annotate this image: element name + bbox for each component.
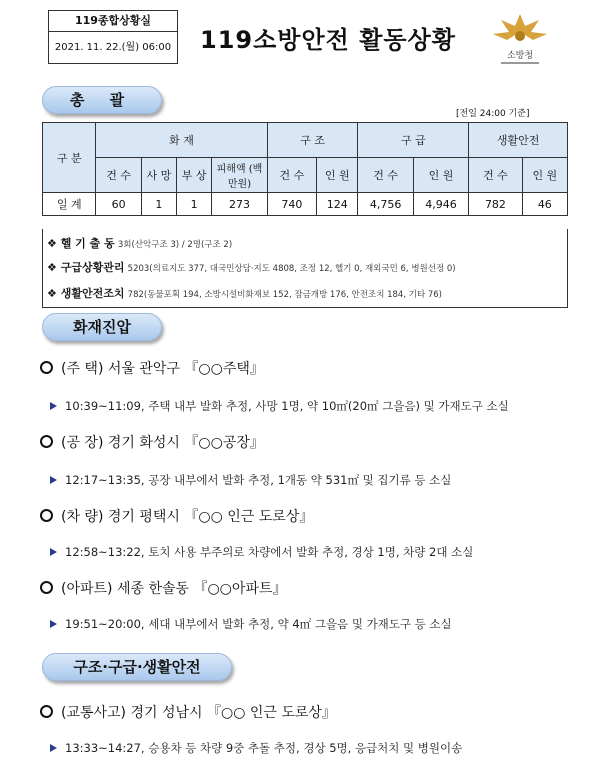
header-ems: 구 급 bbox=[358, 123, 469, 158]
header-ems-count: 건 수 bbox=[358, 158, 413, 193]
rescue-people: 124 bbox=[317, 193, 358, 216]
ems-people: 4,946 bbox=[413, 193, 468, 216]
safety-count: 782 bbox=[469, 193, 522, 216]
emblem-text: 소방청 bbox=[506, 51, 534, 61]
fire-count: 60 bbox=[96, 193, 141, 216]
org-label: 119종합상황실 bbox=[49, 11, 177, 32]
rescue-incident-desc: 13:33~14:27, 승용차 등 차량 9중 추돌 추정, 경상 5명, 응급처치 및 병원이송 bbox=[50, 740, 462, 756]
emblem bbox=[487, 10, 553, 70]
header-fire-death: 사 망 bbox=[141, 158, 176, 193]
fire-incident-desc: 10:39~11:09, 주택 내부 발화 추정, 사망 1명, 약 10㎡(20㎡ 그을음) 및 가재도구 소실 bbox=[50, 398, 509, 414]
row-label: 일 계 bbox=[43, 193, 96, 216]
header-fire-damage: 피해액 (백만원) bbox=[212, 158, 267, 193]
header-rescue: 구 조 bbox=[267, 123, 358, 158]
page-title: 119소방안전 활동상황 bbox=[200, 26, 456, 54]
fire-incident-desc: 12:17~13:35, 공장 내부에서 발화 추정, 1개동 약 531㎡ 및 집기류 등 소실 bbox=[50, 472, 451, 488]
header-rescue-people: 인 원 bbox=[317, 158, 358, 193]
header-box bbox=[48, 10, 178, 64]
ems-count: 4,756 bbox=[358, 193, 413, 216]
summary-notes bbox=[42, 229, 568, 308]
circle-bullet-icon bbox=[40, 361, 53, 374]
header-fire: 화 재 bbox=[96, 123, 267, 158]
rescue-section-title: 구조·구급·생활안전 bbox=[42, 653, 232, 681]
basis-label: [전일 24:00 기준] bbox=[456, 109, 530, 119]
fire-damage: 273 bbox=[212, 193, 267, 216]
header-safety-count: 건 수 bbox=[469, 158, 522, 193]
rescue-incident-title: (교통사고) 경기 성남시 『○○ 인근 도로상』 bbox=[40, 702, 336, 722]
fire-incident-title: (주 택) 서울 관악구 『○○주택』 bbox=[40, 358, 264, 378]
circle-bullet-icon bbox=[40, 435, 53, 448]
fire-agency-emblem-icon bbox=[487, 10, 553, 70]
safety-people: 46 bbox=[522, 193, 567, 216]
circle-bullet-icon bbox=[40, 581, 53, 594]
note-detail: 5203(의료지도 377, 대국민상담·지도 4808, 조정 12, 헬기 0, 재외국민 6, 병원선정 0) bbox=[127, 264, 456, 274]
header-fire-injury: 부 상 bbox=[177, 158, 212, 193]
header-safety: 생활안전 bbox=[469, 123, 568, 158]
note-detail: 782(동물포획 194, 소방시설비화재보 152, 잠금개방 176, 안전조치 184, 기타 76) bbox=[127, 290, 442, 300]
circle-bullet-icon bbox=[40, 509, 53, 522]
triangle-bullet-icon bbox=[50, 548, 57, 556]
header-rescue-count: 건 수 bbox=[267, 158, 316, 193]
note-helicopter: ❖ 헬 기 출 동 3회(산악구조 3) / 2명(구조 2) bbox=[47, 237, 233, 250]
fire-death: 1 bbox=[141, 193, 176, 216]
note-safety-actions: ❖ 생활안전조치 782(동물포획 194, 소방시설비화재보 152, 잠금개방 176, 안전조치 184, 기타 76) bbox=[47, 287, 442, 300]
fire-incident-title: (공 장) 경기 화성시 『○○공장』 bbox=[40, 432, 264, 452]
circle-bullet-icon bbox=[40, 705, 53, 718]
stats-table bbox=[42, 122, 568, 216]
note-label: 생활안전조치 bbox=[60, 287, 125, 300]
fire-injury: 1 bbox=[177, 193, 212, 216]
triangle-bullet-icon bbox=[50, 744, 57, 752]
fire-incident-desc: 19:51~20:00, 세대 내부에서 발화 추정, 약 4㎡ 그을음 및 가재도구 등 소실 bbox=[50, 616, 452, 632]
fire-section-title: 화재진압 bbox=[42, 313, 162, 341]
fire-incident-title: (아파트) 세종 한솔동 『○○아파트』 bbox=[40, 578, 286, 598]
note-detail: 3회(산악구조 3) / 2명(구조 2) bbox=[117, 240, 233, 250]
triangle-bullet-icon bbox=[50, 476, 57, 484]
fire-incident-desc: 12:58~13:22, 토치 사용 부주의로 차량에서 발화 추정, 경상 1명, 차량 2대 소실 bbox=[50, 544, 473, 560]
note-label: 구급상황관리 bbox=[60, 261, 125, 274]
summary-section-title: 총 괄 bbox=[42, 86, 162, 114]
rescue-count: 740 bbox=[267, 193, 316, 216]
triangle-bullet-icon bbox=[50, 620, 57, 628]
header-ems-people: 인 원 bbox=[413, 158, 468, 193]
header-category: 구 분 bbox=[43, 123, 96, 193]
triangle-bullet-icon bbox=[50, 402, 57, 410]
fire-incident-title: (차 량) 경기 평택시 『○○ 인근 도로상』 bbox=[40, 506, 313, 526]
report-date: 2021. 11. 22.(월) 06:00 bbox=[54, 42, 172, 53]
header-fire-count: 건 수 bbox=[96, 158, 141, 193]
note-ems-management: ❖ 구급상황관리 5203(의료지도 377, 대국민상담·지도 4808, 조정 12, 헬기 0, 재외국민 6, 병원선정 0) bbox=[47, 261, 456, 274]
note-label: 헬 기 출 동 bbox=[60, 237, 115, 250]
header-safety-people: 인 원 bbox=[522, 158, 567, 193]
